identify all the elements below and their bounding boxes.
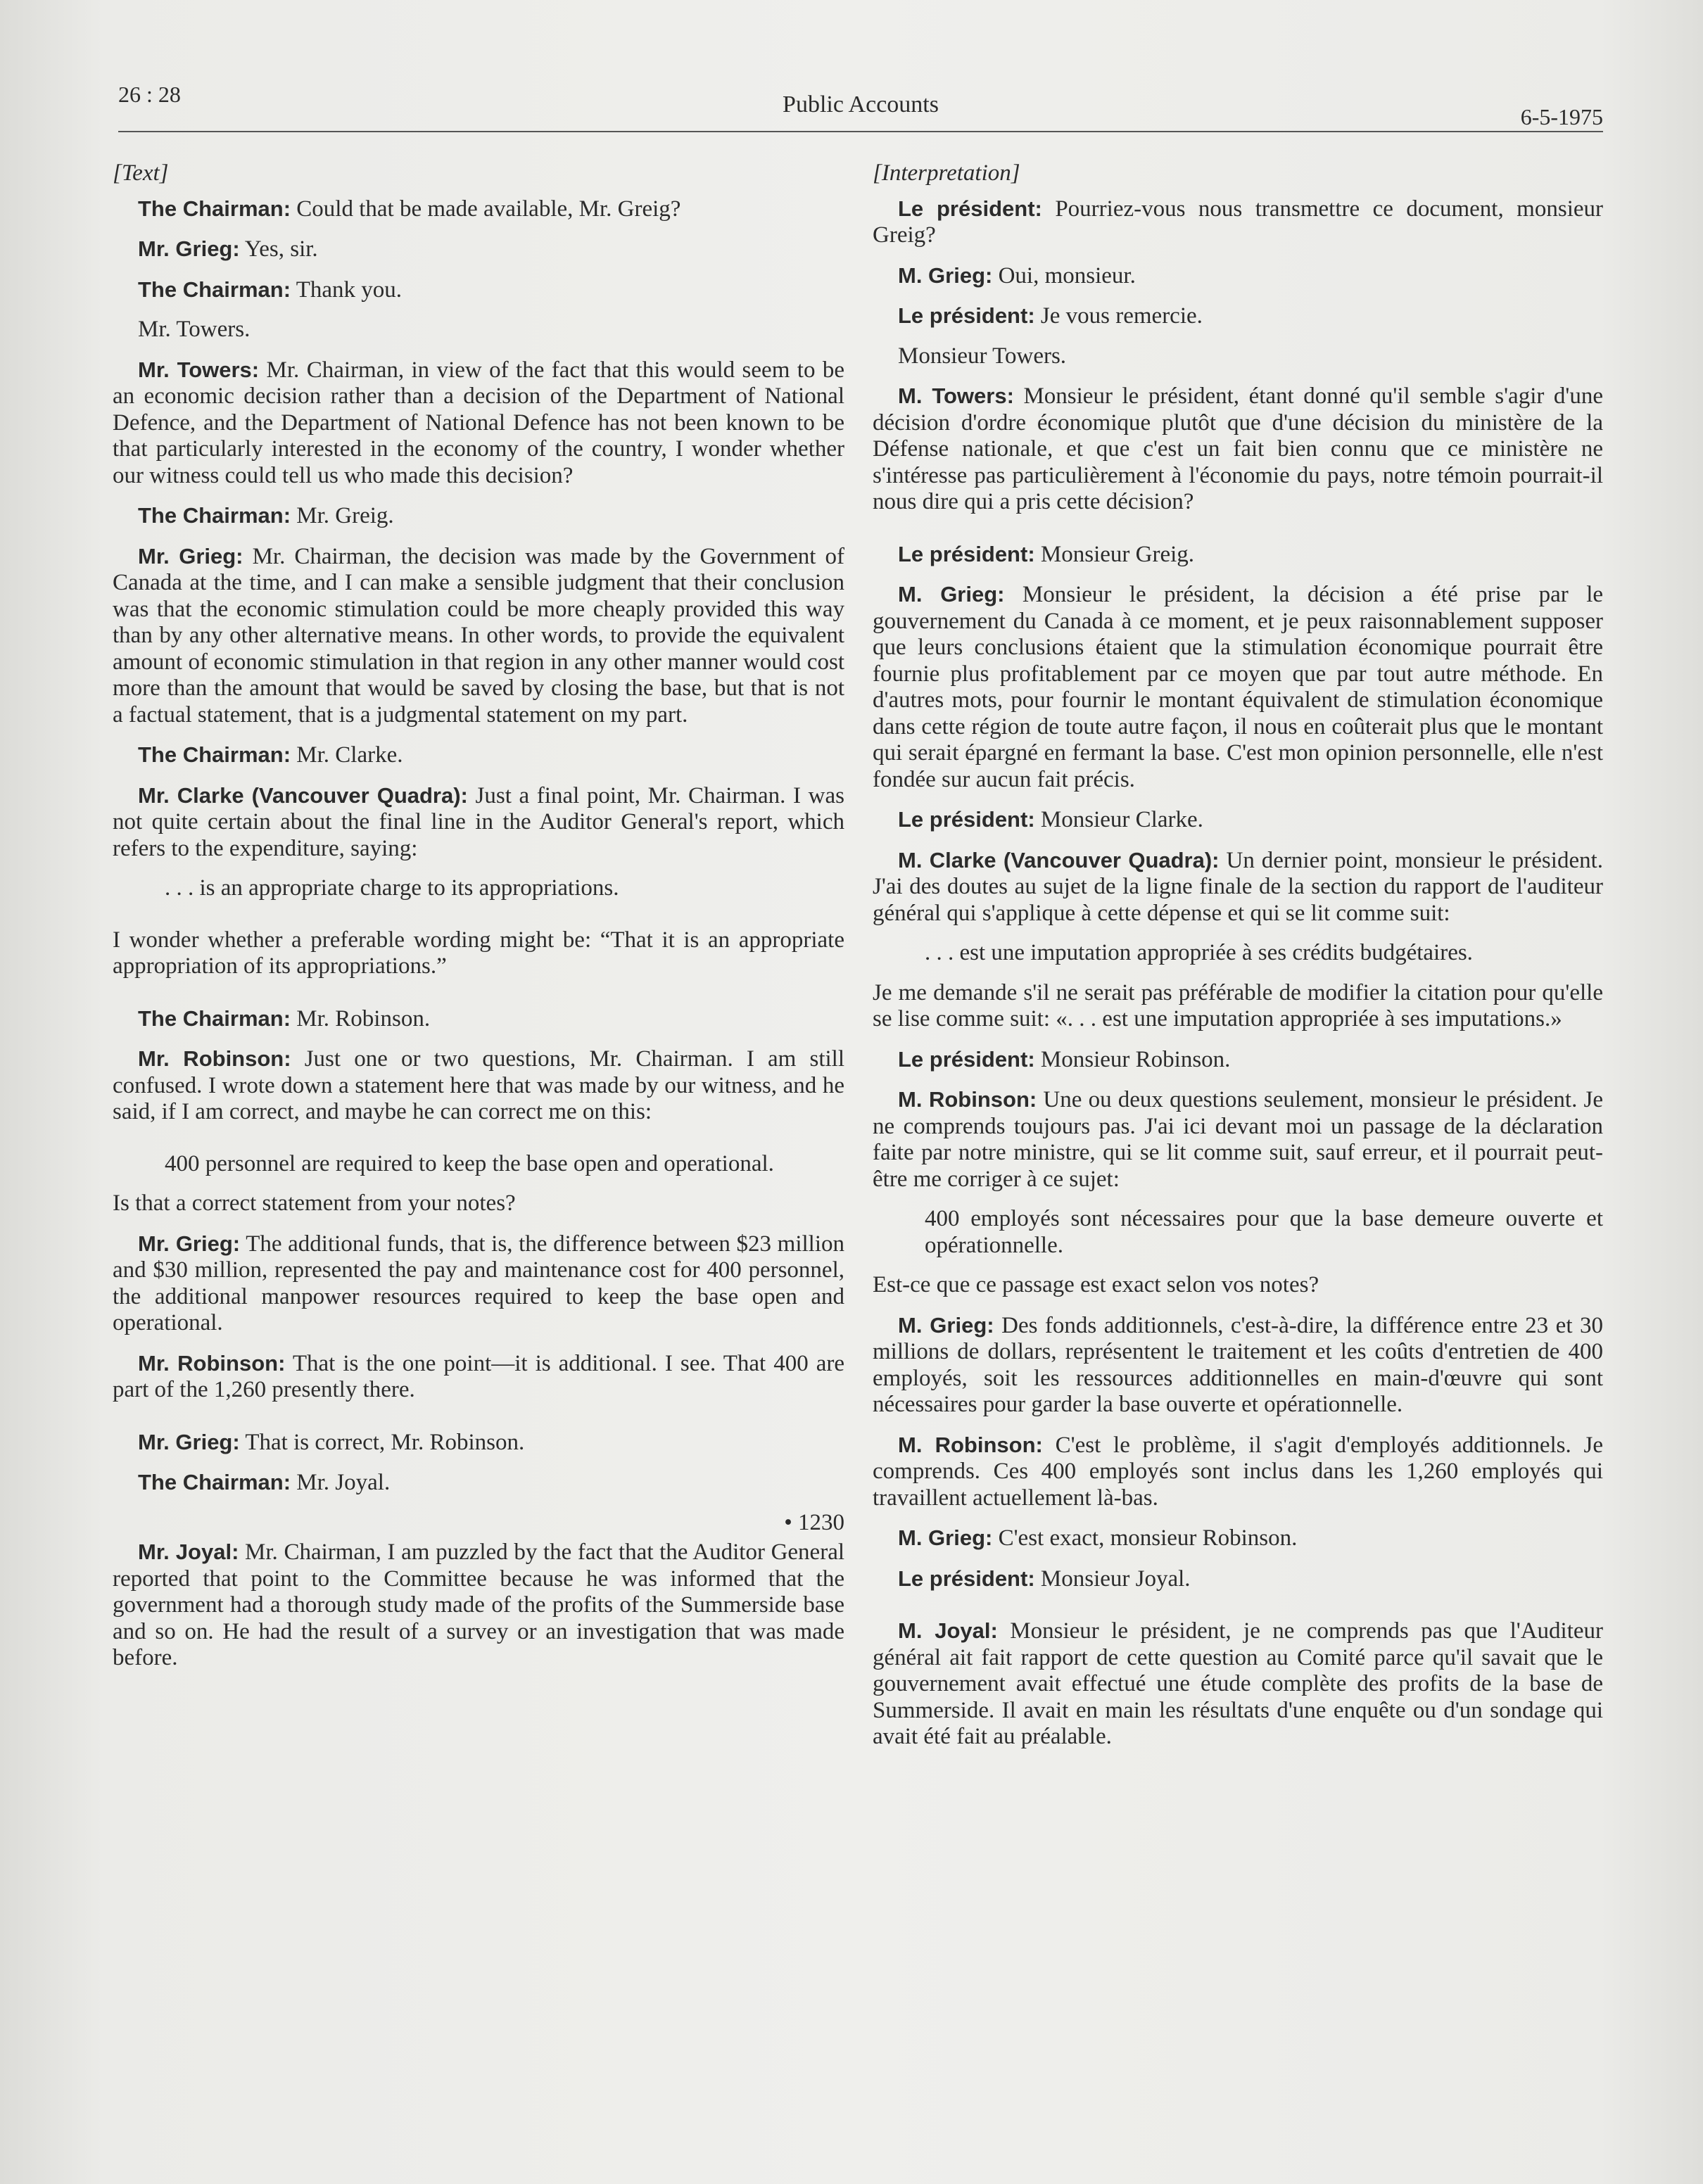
speech-paragraph: Je me demande s'il ne serait pas préférable de modifier la citation pour qu'elle se lise comme suit: «. . . est une imputation appropriée à ses imputations.» [873, 979, 1603, 1031]
speech-paragraph [873, 262, 1603, 290]
speech-paragraph [873, 581, 1603, 793]
speech-paragraph [873, 541, 1603, 569]
speaker-name: Mr. Clarke (Vancouver Quadra): [138, 782, 468, 808]
speaker-name: Mr. Grieg: [138, 543, 243, 569]
speech-text: Yes, sir. [244, 236, 318, 262]
speaker-name: Mr. Grieg: [138, 1231, 241, 1256]
quotation: . . . is an appropriate charge to its appropriations. [165, 875, 619, 901]
page-header [118, 76, 1603, 132]
speech-text: Mr. Greig. [296, 503, 394, 528]
header-rule [118, 131, 1603, 132]
speech-text: Just one or two questions, Mr. Chairman. I am still confused. I wrote down a statement here that was made by our witness, and he said, if I am correct, and maybe he can correct me on this: [113, 1046, 844, 1124]
speech-paragraph [113, 1539, 844, 1672]
speaker-name: Mr. Robinson: [138, 1046, 291, 1071]
speech-text: Monsieur Clarke. [1040, 807, 1203, 832]
speaker-name: M. Grieg: [898, 1312, 994, 1338]
speech-text: Monsieur Robinson. [1040, 1046, 1231, 1072]
speech-paragraph [113, 782, 844, 863]
speaker-name: The Chairman: [138, 196, 291, 221]
speaker-name: Mr. Towers: [138, 357, 260, 382]
speech-text: Oui, monsieur. [998, 262, 1136, 288]
speech-paragraph [113, 1429, 844, 1456]
speaker-name: The Chairman: [138, 742, 291, 767]
speech-paragraph [873, 1046, 1603, 1074]
speech-paragraph [873, 1566, 1603, 1593]
speaker-name: Le président: [898, 1566, 1035, 1591]
speech-paragraph [873, 343, 1603, 370]
speech-text: That is the one point—it is additional. I see. That 400 are part of the 1,260 presently there. [113, 1350, 844, 1402]
speech-text: Just a final point, Mr. Chairman. I was not quite certain about the final line in the Auditor General's report, which refers to the expenditure, saying: [113, 782, 845, 861]
speech-text: The additional funds, that is, the difference between $23 million and $30 million, represented the pay and maintenance cost for 400 personnel, the additional manpower resources required to keep the base open and operational. [113, 1231, 844, 1335]
speech-text: Monsieur le président, étant donné qu'il semble s'agir d'une décision d'ordre économique plutôt que d'une décision du ministère de la Défense nationale, et que c'est un fait bien connu que ce ministère ne s'intéresse pas particulièrement à l'économie du pays, notre témoin pourrait-il nous dire qui a pris cette décision? [873, 383, 1603, 514]
speaker-name: M. Robinson: [898, 1087, 1037, 1112]
speaker-name: M. Grieg: [898, 262, 993, 288]
speech-paragraph [873, 1432, 1603, 1512]
speech-paragraph [113, 236, 844, 263]
speech-paragraph [113, 1231, 844, 1337]
time-marker: • 1230 [784, 1509, 844, 1535]
speech-paragraph [113, 502, 844, 530]
speech-text: Could that be made available, Mr. Greig? [296, 196, 681, 222]
speech-text: Mr. Towers. [138, 317, 251, 342]
language-tag: [Text] [113, 160, 169, 186]
speaker-name: M. Clarke (Vancouver Quadra): [898, 847, 1220, 872]
speech-text: C'est le problème, il s'agit d'employés additionnels. Je comprends. Ces 400 employés sont inclus dans les 1,260 employés qui travaillent actuellement là-bas. [873, 1432, 1603, 1511]
speech-text: Un dernier point, monsieur le président. J'ai des doutes au sujet de la ligne finale de la section du rapport de l'auditeur général qui s'applique à cette dépense et qui se lit comme suit: [873, 847, 1604, 926]
speech-paragraph [873, 1086, 1603, 1193]
speech-paragraph [873, 1618, 1603, 1751]
speech-paragraph [113, 1469, 844, 1497]
speech-paragraph [873, 303, 1603, 330]
speech-paragraph [113, 1046, 844, 1126]
speech-paragraph [113, 317, 844, 343]
speech-paragraph [113, 742, 844, 769]
speech-paragraph [873, 1312, 1603, 1418]
running-title: Public Accounts [783, 91, 939, 118]
quotation: 400 employés sont nécessaires pour que la base demeure ouverte et opérationnelle. [925, 1206, 1603, 1258]
speech-text: Je vous remercie. [1040, 303, 1203, 329]
speech-paragraph [113, 1005, 844, 1033]
speaker-name: M. Robinson: [898, 1432, 1043, 1457]
quotation: . . . est une imputation appropriée à ses crédits budgétaires. [925, 940, 1473, 965]
speaker-name: M. Grieg: [898, 582, 1005, 607]
speech-text: Mr. Robinson. [296, 1005, 431, 1031]
speech-text: C'est exact, monsieur Robinson. [998, 1525, 1298, 1551]
speaker-name: The Chairman: [138, 503, 291, 528]
speech-paragraph [113, 543, 844, 729]
speaker-name: Le président: [898, 541, 1035, 566]
speech-text: Mr. Chairman, the decision was made by the Government of Canada at the time, and I can make a sensible judgment that their conclusion was that the economic stimulation could be more cheaply provided this way than by any other alternative means. In other words, to provide the equivalent amount of economic stimulation in that region in any other manner would cost more than the amount that would be saved by closing the base, but that is not a factual statement, that is a judgmental statement on my part. [113, 543, 844, 728]
speech-text: Mr. Chairman, I am puzzled by the fact that the Auditor General reported that point to the Committee because he was informed that the government had a thorough study made of the profits of the Summerside base and so on. He had the result of a survey or an investigation that was made before. [113, 1539, 845, 1670]
speaker-name: The Chairman: [138, 277, 291, 302]
speech-text: Monsieur le président, la décision a été prise par le gouvernement du Canada à ce moment, et je peux raisonnablement supposer que leurs conclusions étaient que la stimulation économique pourrait être fournie plus profitablement par ce moyen que par tout autre méthode. En d'autres mots, pour fournir le montant équivalent de stimulation économique dans cette région de toute autre façon, il nous en coûterait plus que le montant qui serait épargné en fermant la base. C'est mon opinion personnelle, elle n'est fondée sur aucun fait précis. [873, 582, 1604, 792]
page-number: 26 : 28 [118, 82, 181, 107]
page-date: 6-5-1975 [1520, 104, 1603, 129]
speech-paragraph: Is that a correct statement from your notes? [113, 1191, 516, 1216]
speaker-name: M. Grieg: [898, 1525, 993, 1550]
speech-paragraph: I wonder whether a preferable wording might be: “That it is an appropriate appropriation of its appropriations.” [113, 927, 844, 979]
speaker-name: M. Joyal: [898, 1618, 998, 1643]
speech-text: Monsieur Greig. [1040, 541, 1195, 567]
language-tag: [Interpretation] [873, 160, 1020, 186]
speech-paragraph [873, 196, 1603, 249]
english-column [113, 160, 844, 1685]
speech-text: Monsieur Towers. [898, 343, 1067, 369]
speaker-name: Mr. Grieg: [138, 1429, 240, 1454]
speech-paragraph [873, 847, 1603, 927]
french-column [873, 160, 1603, 1764]
quotation: 400 personnel are required to keep the base open and operational. [165, 1150, 774, 1176]
speech-paragraph [873, 383, 1603, 516]
speaker-name: Le président: [898, 1046, 1035, 1072]
speaker-name: Le président: [898, 303, 1035, 328]
speech-paragraph [113, 277, 844, 304]
speech-text: Monsieur Joyal. [1040, 1566, 1191, 1592]
speech-text: Mr. Chairman, in view of the fact that this would seem to be an economic decision rather than a decision of the Department of National Defence, and the Department of National Defence has not been known to be that particularly interested in the economy of the country, I wonder whether our witness could tell us who made this decision? [113, 357, 844, 488]
speech-text: Des fonds additionnels, c'est-à-dire, la différence entre 23 et 30 millions de dollars, représentent le traitement et les coûts d'entretien de 400 employés, soit les ressources additionnelles en main-d'œuvre qui sont nécessaires pour garder la base ouverte et opérationnelle. [873, 1312, 1604, 1417]
speech-paragraph [113, 1350, 844, 1404]
speaker-name: M. Towers: [898, 383, 1014, 408]
speech-text: Thank you. [296, 277, 402, 303]
speaker-name: The Chairman: [138, 1470, 291, 1494]
speaker-name: Mr. Robinson: [138, 1350, 286, 1376]
speaker-name: Mr. Grieg: [138, 236, 240, 261]
speaker-name: The Chairman: [138, 1005, 291, 1031]
speech-paragraph [113, 196, 844, 223]
speech-paragraph [873, 1525, 1603, 1552]
speech-text: That is correct, Mr. Robinson. [245, 1429, 525, 1455]
speech-paragraph [113, 357, 844, 490]
speech-paragraph [873, 806, 1603, 834]
speech-text: Pourriez-vous nous transmettre ce document, monsieur Greig? [873, 196, 1603, 248]
speaker-name: Le président: [898, 807, 1035, 832]
speech-text: Mr. Joyal. [296, 1470, 391, 1495]
speech-paragraph: Est-ce que ce passage est exact selon vos notes? [873, 1272, 1319, 1297]
speaker-name: Mr. Joyal: [138, 1539, 239, 1564]
speaker-name: Le président: [898, 196, 1042, 221]
speech-text: Une ou deux questions seulement, monsieur le président. Je ne comprends toujours pas. J'ai ici devant moi un passage de la déclaration faite par notre ministre, qui se lit comme suit, sauf erreur, et il pourrait peut-être me corriger à ce sujet: [873, 1087, 1604, 1192]
speech-text: Monsieur le président, je ne comprends pas que l'Auditeur général ait fait rapport de cette question au Comité parce qu'il savait que le gouvernement avait effectué une étude complète des profits de la base de Summerside. Il avait en main les résultats d'une enquête ou d'un sondage qui avait été fait au préalable. [873, 1618, 1603, 1749]
speech-text: Mr. Clarke. [296, 742, 403, 768]
